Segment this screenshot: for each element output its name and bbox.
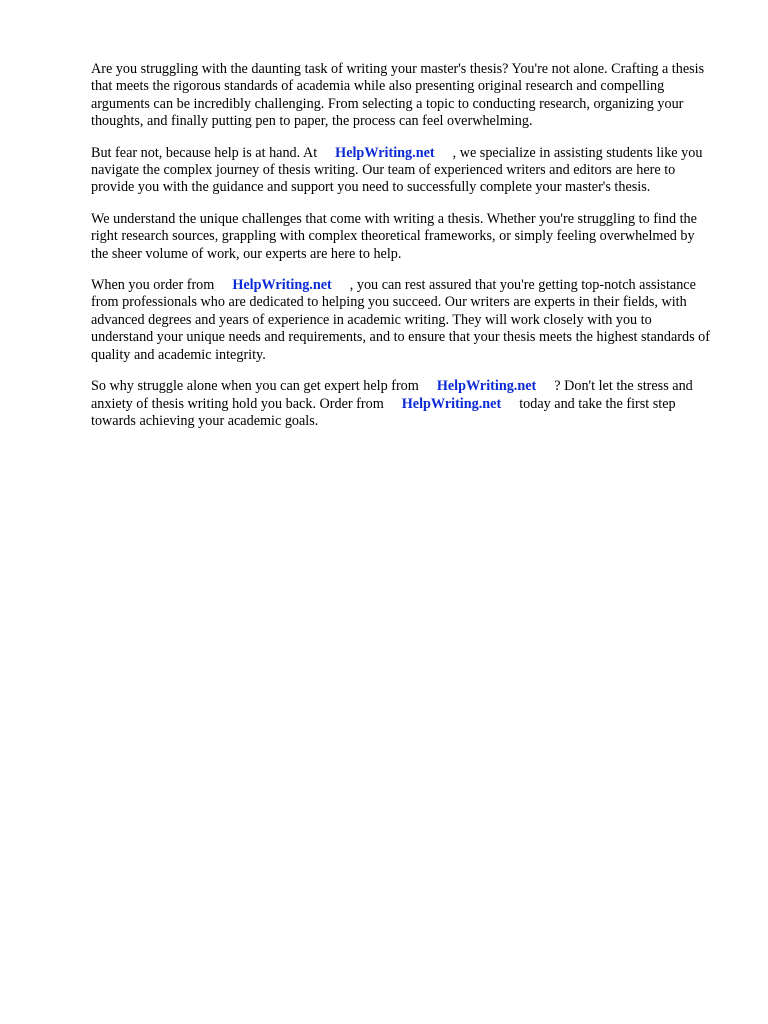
document-body — [91, 61, 711, 444]
paragraph-challenges — [91, 211, 711, 263]
helpwriting-link[interactable]: HelpWriting.net — [401, 395, 502, 412]
helpwriting-link[interactable]: HelpWriting.net — [232, 277, 332, 294]
paragraph-text: But fear not, because help is at hand. At — [91, 144, 318, 161]
paragraph-help-at-hand — [91, 145, 711, 197]
helpwriting-link[interactable]: HelpWriting.net — [335, 144, 435, 161]
paragraph-text: When you order from — [91, 277, 215, 294]
paragraph-text: , we specialize in assisting students like you navigate the complex journey of thesis writing. Our team of experienced writers and editors are here to provide you with the guidance and support you need to successfully complete your master's thesis. — [91, 144, 703, 196]
paragraph-text: Are you struggling with the daunting task of writing your master's thesis? You're not alone. Crafting a thesis that meets the rigorous standards of academia while also presenting original research and compelling arguments can be incredibly challenging. From selecting a topic to conducting research, organizing your thoughts, and finally putting pen to paper, the process can feel overwhelming. — [91, 61, 705, 130]
paragraph-order — [91, 277, 711, 364]
paragraph-text: We understand the unique challenges that come with writing a thesis. Whether you're struggling to find the right research sources, grappling with complex theoretical frameworks, or simply feeling overwhelmed by the sheer volume of work, our experts are here to help. — [91, 210, 697, 262]
paragraph-text: today and take the first step towards achieving your academic goals. — [91, 395, 676, 429]
paragraph-closing — [91, 378, 711, 430]
paragraph-text: ? Don't let the stress and anxiety of thesis writing hold you back. Order from — [91, 378, 693, 412]
paragraph-text: , you can rest assured that you're getting top-notch assistance from professionals who are dedicated to helping you succeed. Our writers are experts in their fields, with advanced degrees and years of experience in academic writing. They will work closely with you to understand your unique needs and requirements, and to ensure that your thesis meets the highest standards of quality and academic integrity. — [91, 277, 710, 363]
paragraph-intro — [91, 61, 711, 131]
paragraph-text: So why struggle alone when you can get expert help from — [91, 378, 419, 395]
helpwriting-link[interactable]: HelpWriting.net — [436, 378, 537, 395]
